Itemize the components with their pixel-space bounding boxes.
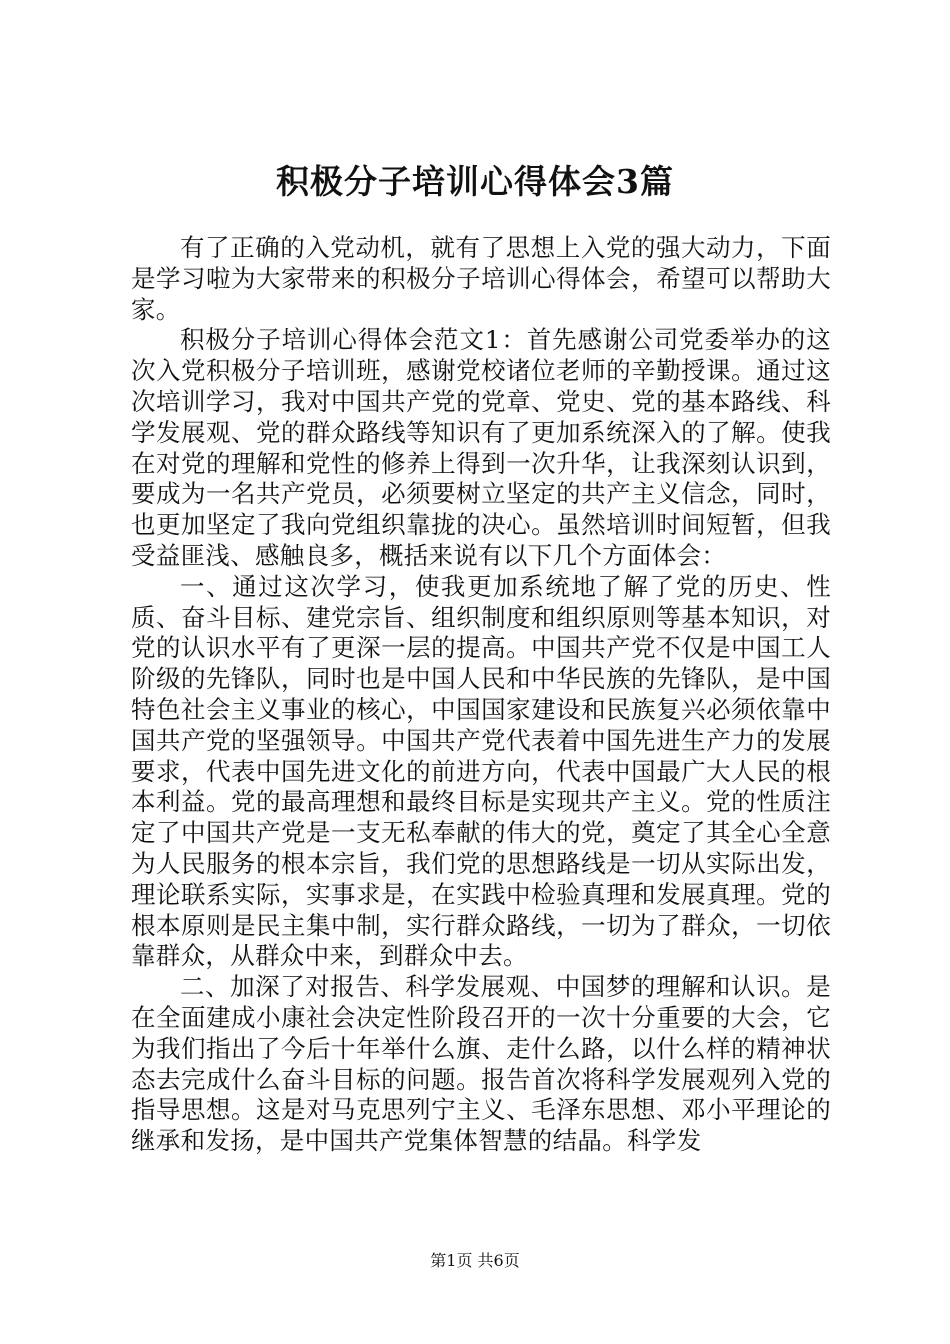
document-body [131,233,831,1157]
document-title: 积极分子培训心得体会3篇 [276,162,674,201]
paragraph-sample-1: 积极分子培训心得体会范文1：首先感谢公司党委举办的这次入党积极分子培训班，感谢党校诸位老师的辛勤授课。通过这次培训学习，我对中国共产党的党章、党史、党的基本路线、科学发展观、党的群众路线等知识有了更加系统深入的了解。使我在对党的理解和党性的修养上得到一次升华，让我深刻认识到，要成为一名共产党员，必须要树立坚定的共产主义信念，同时，也更加坚定了我向党组织靠拢的决心。虽然培训时间短暂，但我受益匪浅、感触良多，概括来说有以下几个方面体会： [131,325,831,570]
paragraph-point-1: 一、通过这次学习，使我更加系统地了解了党的历史、性质、奋斗目标、建党宗旨、组织制度和组织原则等基本知识，对党的认识水平有了更深一层的提高。中国共产党不仅是中国工人阶级的先锋队，同时也是中国人民和中华民族的先锋队，是中国特色社会主义事业的核心，中国国家建设和民族复兴必须依靠中国共产党的坚强领导。中国共产党代表着中国先进生产力的发展要求，代表中国先进文化的前进方向，代表中国最广大人民的根本利益。党的最高理想和最终目标是实现共产主义。党的性质注定了中国共产党是一支无私奉献的伟大的党，奠定了其全心全意为人民服务的根本宗旨，我们党的思想路线是一切从实际出发，理论联系实际，实事求是，在实践中检验真理和发展真理。党的根本原则是民主集中制，实行群众路线，一切为了群众，一切依靠群众，从群众中来，到群众中去。 [131,571,831,971]
page-number-footer: 第1页 共6页 [430,1251,520,1270]
paragraph-intro: 有了正确的入党动机，就有了思想上入党的强大动力，下面是学习啦为大家带来的积极分子培训心得体会，希望可以帮助大家。 [131,233,831,324]
paragraph-point-2: 二、加深了对报告、科学发展观、中国梦的理解和认识。是在全面建成小康社会决定性阶段召开的一次十分重要的大会，它为我们指出了今后十年举什么旗、走什么路，以什么样的精神状态去完成什么奋斗目标的问题。报告首次将科学发展观列入党的指导思想。这是对马克思列宁主义、毛泽东思想、邓小平理论的继承和发扬，是中国共产党集体智慧的结晶。科学发 [131,972,831,1156]
